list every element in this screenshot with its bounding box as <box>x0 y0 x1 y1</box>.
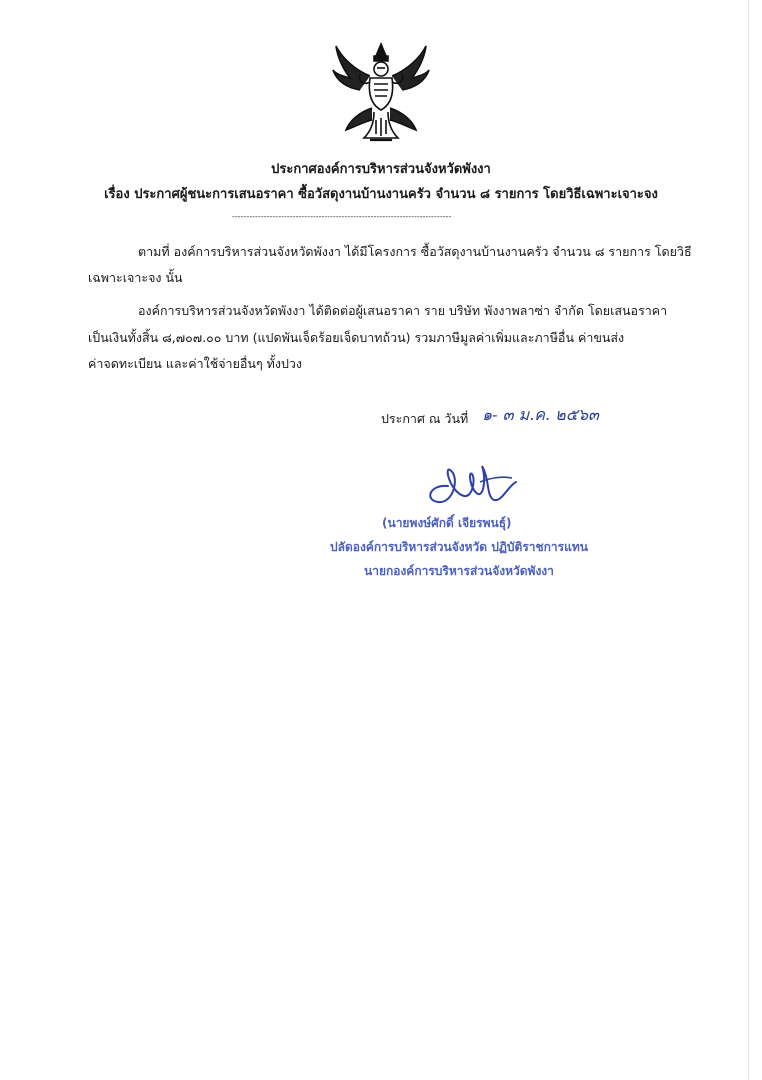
document-subject: เรื่อง ประกาศผู้ชนะการเสนอราคา ซื้อวัสดุงานบ้านงานครัว จำนวน ๘ รายการ โดยวิธีเฉพาะเจาะจง <box>104 187 658 202</box>
handwritten-date: ๑- ๓ ม.ค. ๒๕๖๓ <box>482 405 599 424</box>
handwritten-signature <box>420 456 530 512</box>
paragraph-2-line-3: ค่าจดทะเบียน และค่าใช้จ่ายอื่นๆ ทั้งปวง <box>88 356 303 371</box>
paragraph-2-line-2: เป็นเงินทั้งสิ้น ๘,๗๐๗.๐๐ บาท (แปดพันเจ็ดร้อยเจ็ดบาทถ้วน) รวมภาษีมูลค่าเพิ่มและภาษีอื่น ค่าขนส่ง <box>88 330 625 345</box>
paragraph-1-line-2: เฉพาะเจาะจง นั้น <box>88 270 183 285</box>
announce-date-label: ประกาศ ณ วันที่ <box>381 411 469 426</box>
title-divider: ---------------------------------------------------------------------------- <box>232 212 452 221</box>
signer-position: ปลัดองค์การบริหารส่วนจังหวัด ปฏิบัติราชการแทน <box>330 540 588 554</box>
paragraph-2-line-1: องค์การบริหารส่วนจังหวัดพังงา ได้ติดต่อผู้เสนอราคา ราย บริษัท พังงาพลาซ่า จำกัด โดยเสนอราคา <box>138 303 668 318</box>
document-title: ประกาศองค์การบริหารส่วนจังหวัดพังงา <box>271 162 491 177</box>
signer-name: (นายพงษ์ศักดิ์ เจียรพนธุ์) <box>382 516 512 530</box>
signer-organization: นายกองค์การบริหารส่วนจังหวัดพังงา <box>364 564 554 578</box>
garuda-emblem-icon <box>330 40 432 144</box>
paragraph-1-line-1: ตามที่ องค์การบริหารส่วนจังหวัดพังงา ได้มีโครงการ ซื้อวัสดุงานบ้านงานครัว จำนวน ๘ รายการ โดยวิธี <box>138 244 692 259</box>
